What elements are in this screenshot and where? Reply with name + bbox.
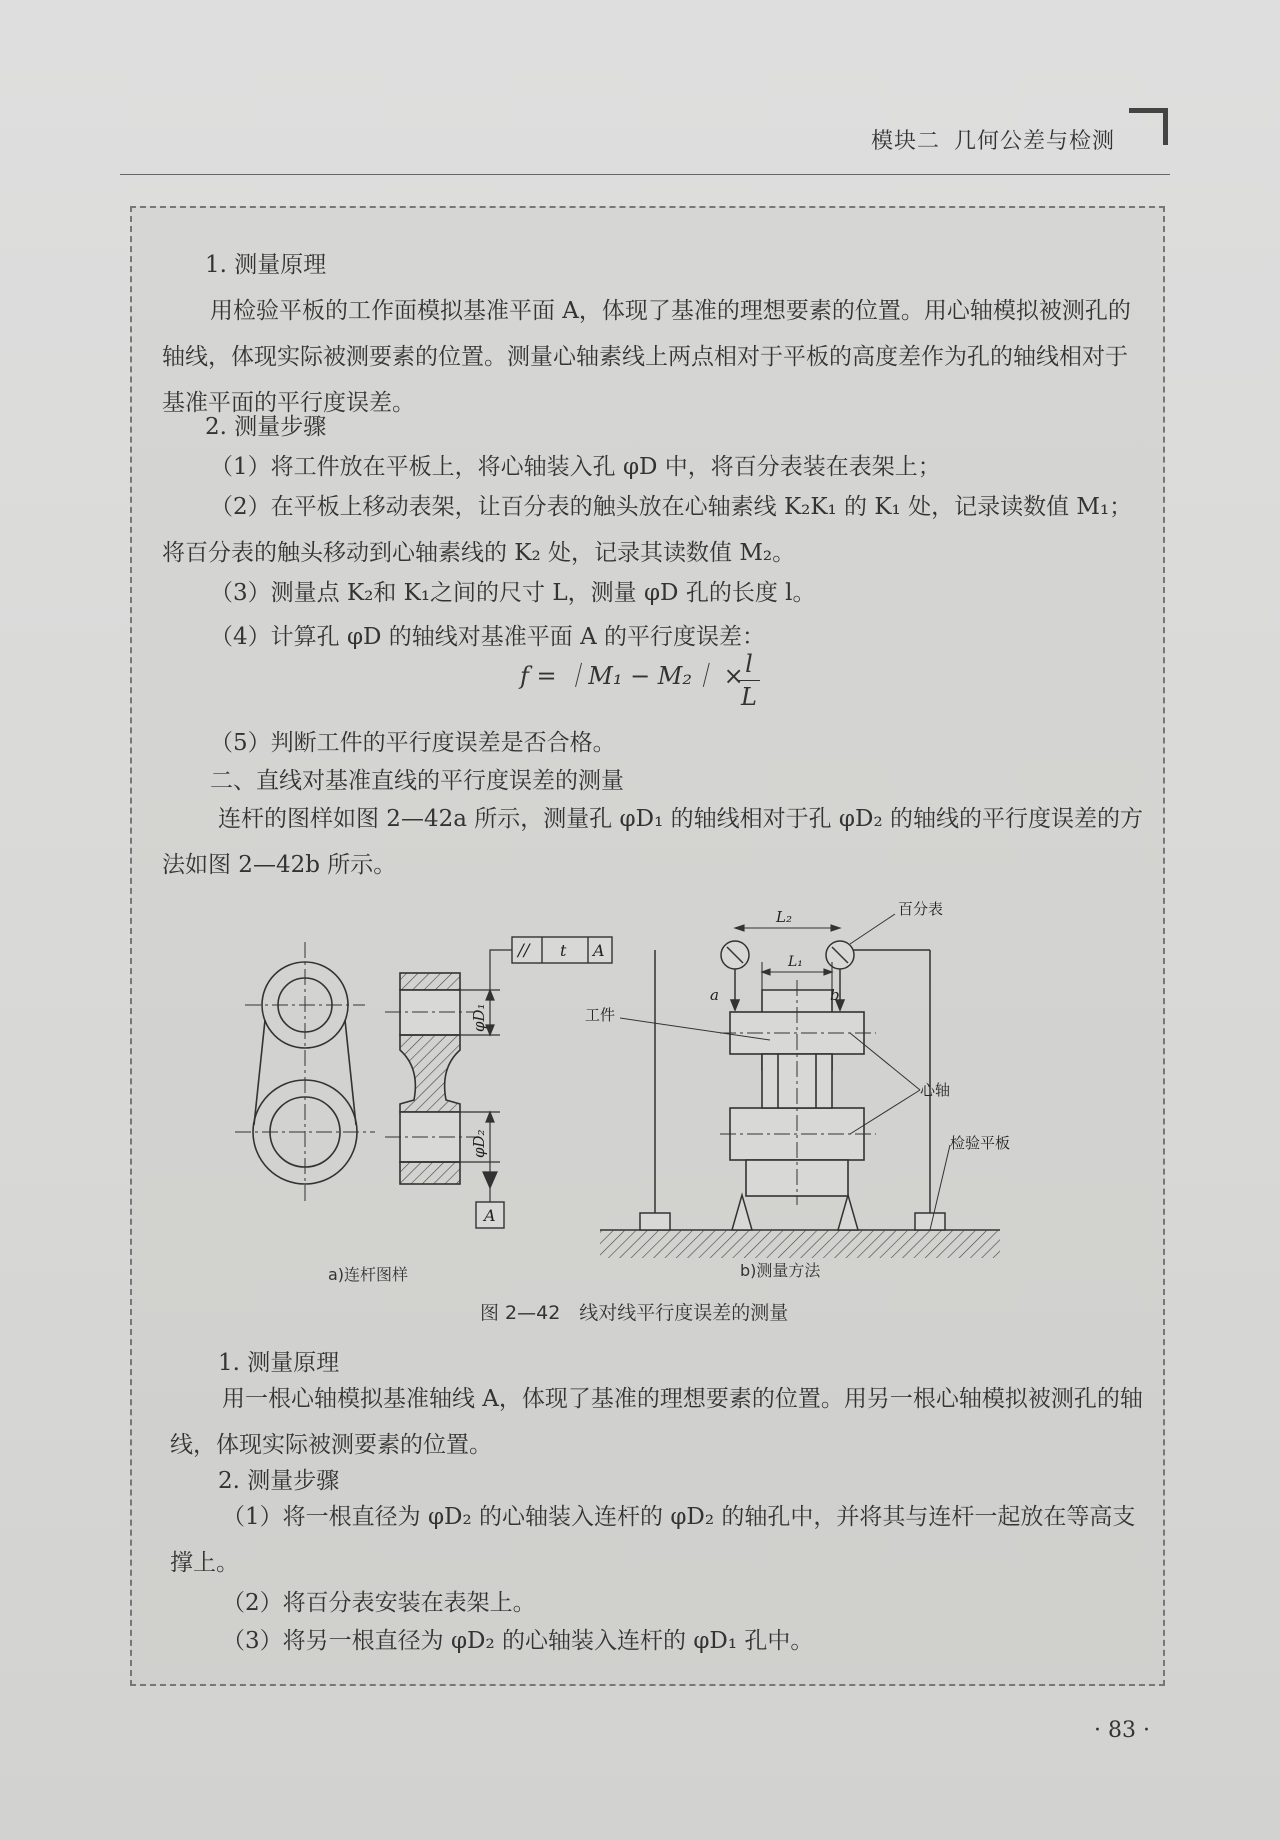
- page-number: · 83 ·: [1094, 1718, 1150, 1743]
- fraction-bar: [738, 680, 760, 681]
- label-a: a: [710, 986, 719, 1004]
- module-label: 模块二: [870, 129, 940, 154]
- step-text: （3）将另一根直径为 φD₂ 的心轴装入连杆的 φD₁ 孔中。: [222, 1628, 814, 1654]
- step-text: （2）在平板上移动表架，让百分表的触头放在心轴素线 K₂K₁ 的 K₁ 处，记录读数值 M₁；将百分表的触头移动到心轴素线的 K₂ 处，记录其读数值 M₂。: [162, 494, 1133, 566]
- tolerance-frame: [476, 937, 612, 1228]
- dim-d1: φD₁: [470, 1003, 488, 1032]
- header-rule: [120, 174, 1170, 175]
- datum-box-letter: A: [484, 1206, 496, 1225]
- step-text: （1）将工件放在平板上，将心轴装入孔 φD 中，将百分表装在表架上；: [210, 454, 941, 480]
- parallelism-symbol: //: [518, 941, 530, 961]
- datum-letter: A: [593, 941, 605, 960]
- section-heading: 1. 测量原理: [218, 1350, 340, 1376]
- step-text: （5）判断工件的平行度误差是否合格。: [210, 730, 616, 756]
- formula-lhs: f = ｜M₁ − M₂｜ ×: [520, 662, 744, 690]
- label-l1: L₁: [788, 954, 803, 970]
- section-heading: 2. 测量步骤: [218, 1468, 340, 1494]
- section-heading: 1. 测量原理: [205, 252, 327, 278]
- label-workpiece: 工件: [585, 1006, 616, 1024]
- stand-left: [640, 950, 670, 1230]
- section-heading: 二、直线对基准直线的平行度误差的测量: [210, 768, 624, 794]
- caption-b: b)测量方法: [740, 1261, 821, 1280]
- formula-fraction: [738, 650, 760, 711]
- rod-section: [385, 973, 475, 1184]
- label-plate: 检验平板: [950, 1134, 1011, 1152]
- label-l2: L₂: [776, 908, 792, 926]
- corner-mark: [1129, 108, 1168, 145]
- chapter-title: 几何公差与检测: [953, 129, 1115, 154]
- dim-d2: φD₂: [470, 1129, 488, 1158]
- supports: [732, 1195, 858, 1230]
- formula: [520, 650, 757, 711]
- step-text: （3）测量点 K₂和 K₁之间的尺寸 L，测量 φD 孔的长度 l。: [210, 580, 816, 606]
- plate: [600, 1230, 1000, 1258]
- caption-a: a)连杆图样: [328, 1265, 409, 1284]
- dimension-lines: [460, 950, 512, 1202]
- paragraph: 用一根心轴模拟基准轴线 A，体现了基准的理想要素的位置。用另一根心轴模拟被测孔的轴线，体现实际被测要素的位置。: [170, 1386, 1143, 1458]
- paragraph: 用检验平板的工作面模拟基准平面 A，体现了基准的理想要素的位置。用心轴模拟被测孔的轴线，体现实际被测要素的位置。测量心轴素线上两点相对于平板的高度差作为孔的轴线相对于基准平面的平行度误差。: [162, 298, 1131, 416]
- rod-drawing: [235, 942, 375, 1202]
- running-header: [871, 124, 1115, 155]
- formula-denominator: L: [741, 683, 757, 711]
- step-text: （4）计算孔 φD 的轴线对基准平面 A 的平行度误差：: [210, 624, 766, 650]
- figure-title: 图 2—42 线对线平行度误差的测量: [480, 1302, 789, 1324]
- formula-numerator: l: [745, 650, 753, 678]
- tolerance-value: t: [560, 941, 567, 960]
- step-text: （2）将百分表安装在表架上。: [222, 1590, 536, 1616]
- label-dial: 百分表: [898, 900, 944, 918]
- section-heading: 2. 测量步骤: [205, 414, 327, 440]
- label-mandrel: 心轴: [920, 1081, 951, 1099]
- figure-2-42: [150, 890, 1150, 1280]
- label-b: b: [830, 986, 840, 1004]
- paragraph: 连杆的图样如图 2—42a 所示，测量孔 φD₁ 的轴线相对于孔 φD₂ 的轴线的平行度误差的方法如图 2—42b 所示。: [162, 806, 1144, 878]
- step-text: （1）将一根直径为 φD₂ 的心轴装入连杆的 φD₂ 的轴孔中，并将其与连杆一起放在等高支撑上。: [170, 1504, 1136, 1576]
